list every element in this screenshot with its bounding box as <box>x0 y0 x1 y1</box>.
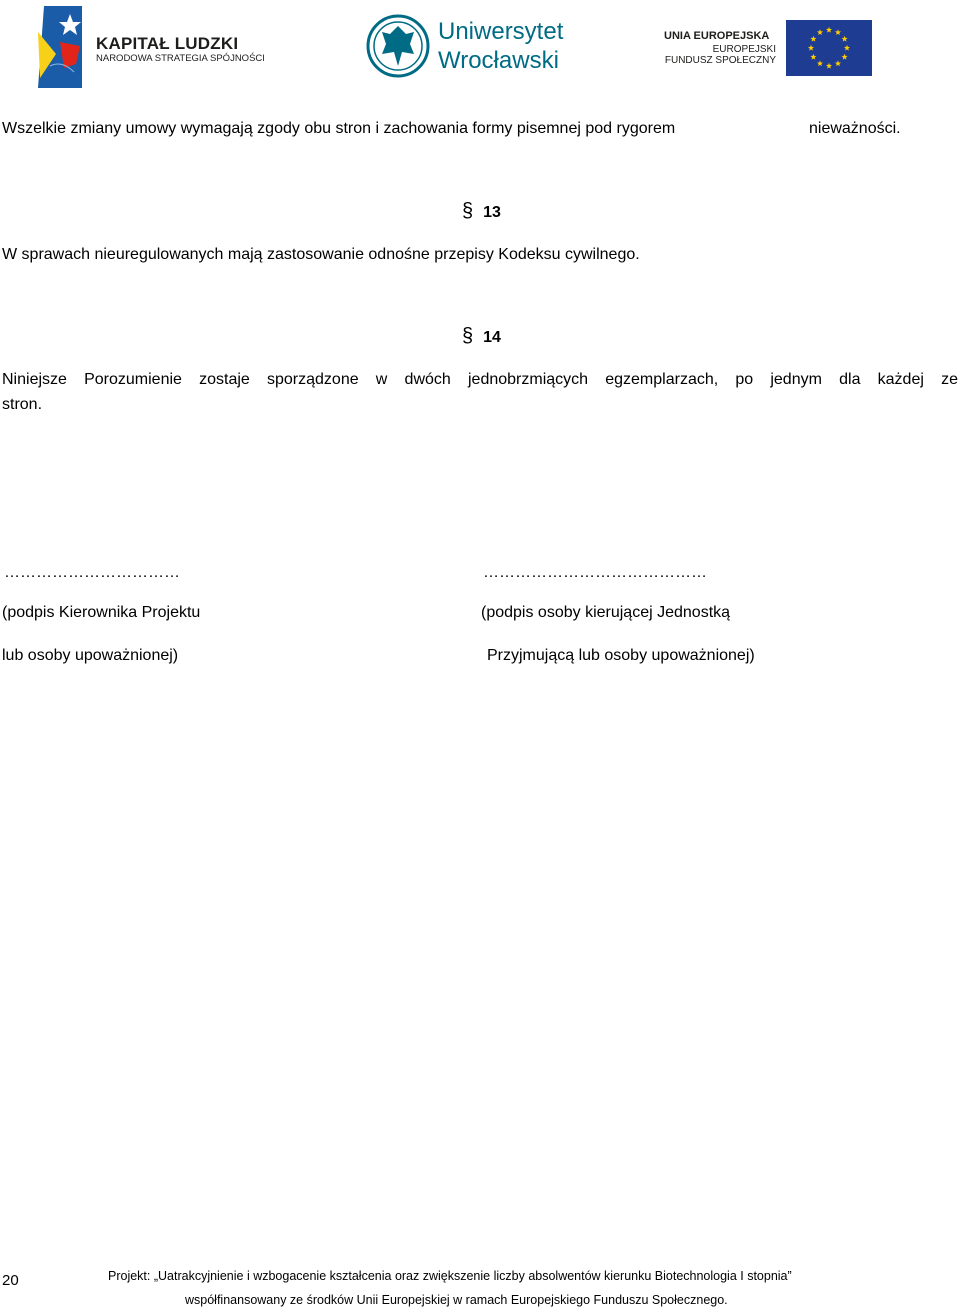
section-symbol: § <box>462 325 474 347</box>
paragraph-changes-text: Wszelkie zmiany umowy wymagają zgody obu stron i zachowania formy pisemnej pod rygorem <box>2 120 676 137</box>
signature-right-caption-2: Przyjmującą lub osoby upoważnionej) <box>487 647 755 664</box>
page-number: 20 <box>2 1272 19 1289</box>
university-emblem-icon <box>366 14 430 78</box>
university-name-line2: Wrocławski <box>438 47 559 74</box>
paragraph-changes-end: nieważności. <box>809 120 901 137</box>
paragraph-civil-code: W sprawach nieuregulowanych mają zastosowanie odnośne przepisy Kodeksu cywilnego. <box>2 246 640 263</box>
section-14-number: 14 <box>483 329 501 346</box>
signature-right-dots: …………………………………… <box>483 564 707 581</box>
section-13-heading <box>462 200 501 223</box>
section-13-number: 13 <box>483 204 501 221</box>
eu-fund-label-1: EUROPEJSKI <box>712 44 776 55</box>
kapital-ludzki-title: KAPITAŁ LUDZKI <box>96 34 239 53</box>
paragraph-changes <box>2 117 675 141</box>
university-name-line1: Uniwersytet <box>438 18 564 45</box>
paragraph-copies-line1: Niniejsze Porozumienie zostaje sporządzone w dwóch jednobrzmiących egzemplarzach, po jednym dla każdej ze <box>2 371 958 388</box>
section-symbol: § <box>462 200 474 222</box>
eu-union-label: UNIA EUROPEJSKA <box>664 30 770 42</box>
kapital-ludzki-logo-icon <box>30 2 92 92</box>
footer-funding-line: współfinansowany ze środków Unii Europejskiej w ramach Europejskiego Funduszu Społecznego. <box>185 1293 728 1307</box>
paragraph-copies-line2: stron. <box>2 396 43 413</box>
eu-flag-icon <box>786 20 872 76</box>
kapital-ludzki-subtitle: NARODOWA STRATEGIA SPÓJNOŚCI <box>96 53 265 64</box>
signature-left-caption-1: (podpis Kierownika Projektu <box>2 604 201 621</box>
signature-left-dots: …………………………… <box>4 564 180 581</box>
footer-project-line: Projekt: „Uatrakcyjnienie i wzbogacenie kształcenia oraz zwiększenie liczby absolwentów kierunku Biotechnologia I stopnia” <box>108 1269 792 1283</box>
signature-left-caption-2: lub osoby upoważnionej) <box>2 647 179 664</box>
section-14-heading <box>462 325 501 348</box>
signature-right-caption-1: (podpis osoby kierującej Jednostką <box>481 604 731 621</box>
eu-fund-label-2: FUNDUSZ SPOŁECZNY <box>664 55 776 66</box>
